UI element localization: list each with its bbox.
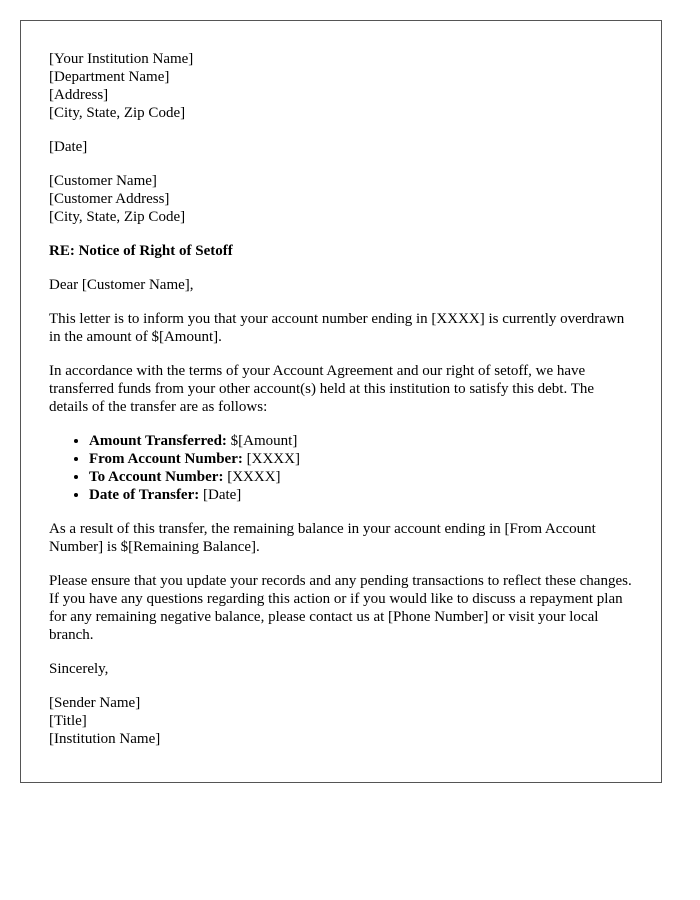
closing: Sincerely,: [49, 661, 109, 677]
recipient-name: [Customer Name]: [49, 173, 157, 189]
list-item-label: Amount Transferred:: [89, 433, 227, 449]
sender-address-block: [49, 50, 633, 122]
list-item-value: $[Amount]: [230, 433, 298, 449]
list-item-label: To Account Number:: [89, 469, 224, 485]
recipient-address-block: [49, 172, 633, 226]
list-item-value: [XXXX]: [227, 469, 281, 485]
subject-line: RE: Notice of Right of Setoff: [49, 243, 233, 259]
paragraph-setoff-explanation: In accordance with the terms of your Account Agreement and our right of setoff, we have transferred funds from your other account(s) held at this institution to satisfy this debt. The details of the transfer are as follows:: [49, 363, 595, 415]
list-item-amount-transferred: [89, 432, 633, 450]
sender-institution: [Your Institution Name]: [49, 51, 194, 67]
sender-address: [Address]: [49, 87, 109, 103]
signature-block: [49, 694, 633, 748]
salutation: Dear [Customer Name],: [49, 277, 194, 293]
list-item-date-of-transfer: [89, 486, 633, 504]
list-item-label: Date of Transfer:: [89, 487, 200, 503]
signature-title: [Title]: [49, 713, 87, 729]
paragraph-overdrawn-notice: This letter is to inform you that your account number ending in [XXXX] is currently overdrawn in the amount of $[Amount].: [49, 311, 625, 345]
signature-sender-name: [Sender Name]: [49, 695, 141, 711]
recipient-address: [Customer Address]: [49, 191, 170, 207]
sender-department: [Department Name]: [49, 69, 170, 85]
list-item-value: [XXXX]: [246, 451, 300, 467]
list-item-to-account: [89, 468, 633, 486]
recipient-city-state-zip: [City, State, Zip Code]: [49, 209, 186, 225]
list-item-value: [Date]: [203, 487, 242, 503]
transfer-details-list: [49, 432, 633, 504]
letter-document: [20, 20, 662, 783]
signature-institution: [Institution Name]: [49, 731, 161, 747]
paragraph-remaining-balance: As a result of this transfer, the remaining balance in your account ending in [From Account Number] is $[Remaining Balance].: [49, 521, 596, 555]
paragraph-contact-instructions: Please ensure that you update your records and any pending transactions to reflect these changes. If you have any questions regarding this action or if you would like to discuss a repayment plan for any remaining negative balance, please contact us at [Phone Number] or visit your local branch.: [49, 573, 632, 643]
list-item-label: From Account Number:: [89, 451, 243, 467]
list-item-from-account: [89, 450, 633, 468]
letter-date: [Date]: [49, 139, 88, 155]
sender-city-state-zip: [City, State, Zip Code]: [49, 105, 186, 121]
